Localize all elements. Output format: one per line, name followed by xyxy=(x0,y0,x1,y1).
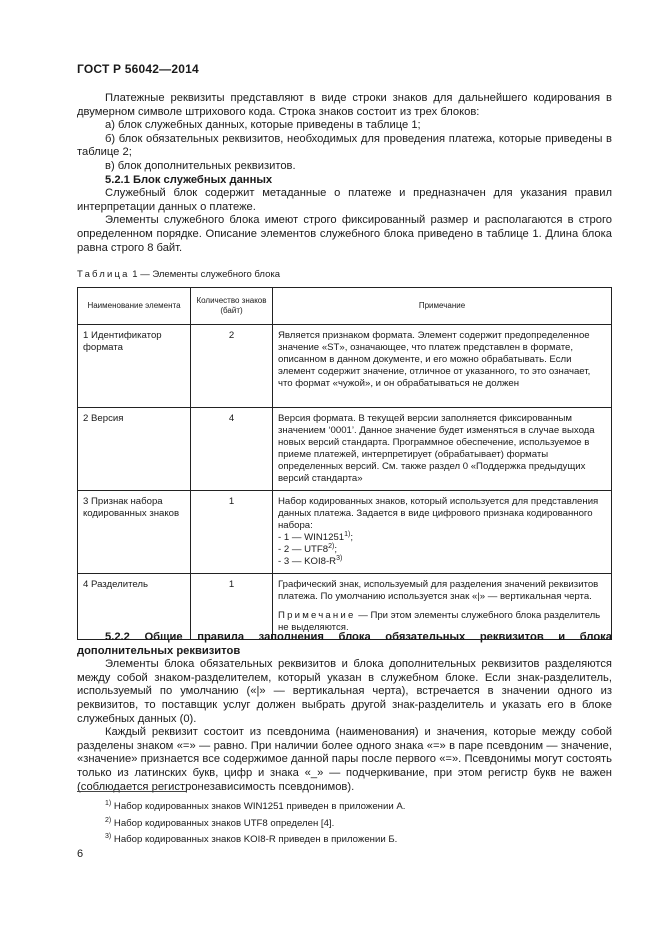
document-header: ГОСТ Р 56042—2014 xyxy=(77,62,199,76)
header-name: Наименование элемента xyxy=(78,288,191,325)
cell-note: Версия формата. В текущей версии заполняется фиксированным значением ‘0001’. Данное значение будет изменяться в случае выхода новых версий стандарта. Программное обеспечение, используемое в приеме платежей, интерпретирует (обрабатывает) форматы определенных версий. См. также раздел 0 «Поддержка предыдущих версий стандарта» xyxy=(273,408,612,491)
encoding-list-item: - 2 — UTF8$^{2)}$; xyxy=(278,543,338,555)
footnote: $^{3)}$ Набор кодированных знаков KOI8-R приведен в приложении Б. xyxy=(105,833,398,845)
encoding-list-item: - 3 — $KOI8-R^{3)}$ xyxy=(278,555,343,567)
cell-name: 4 Разделитель xyxy=(78,574,191,640)
section-522-paragraph-2: Каждый реквизит состоит из псевдонима (наименования) и значения, которые между собой разделены знаком «=» — равно. При наличии более одного знака «=» в паре псевдоним — значение, «значение» признается все содержимое данной пары после первого «=». Псевдонимы могут состоять только из латинских букв, цифр и знака «_» — подчеркивание, при этом регистр букв не важен (соблюдается регистронезависимость псевдонимов). xyxy=(77,726,612,793)
table-caption-rest: 1 — Элементы служебного блока xyxy=(132,269,281,280)
table-row xyxy=(78,574,612,640)
list-item-c: в) блок дополнительных реквизитов. xyxy=(105,159,296,172)
table-header-row xyxy=(78,288,612,325)
cell-count: 1 xyxy=(191,491,273,574)
page-number: 6 xyxy=(77,848,84,860)
table-row xyxy=(78,491,612,574)
cell-note xyxy=(273,491,612,574)
section-522-paragraph-1: Элементы блока обязательных реквизитов и блока дополнительных реквизитов разделяются между собой знаком-разделителем, который указан в служебном блоке. Если знак-разделитель, используемый по умолчанию («|» — вертикальная черта), встречается в значении одного из реквизитов, то поставщик услуг должен выбрать другой знак-разделитель и указать его в блоке служебных данных (0). xyxy=(77,658,612,725)
cell-note-text: Набор кодированных знаков, который используется для представления данных платежа. Задается в виде цифрового признака кодированного набора: xyxy=(278,496,599,531)
section-521-paragraph-2: Элементы служебного блока имеют строго фиксированный размер и располагаются в строго определенном порядке. Описание элементов служебного блока приведено в таблице 1. Длина блока равна строго 8 байт. xyxy=(77,214,612,254)
service-block-table xyxy=(77,287,612,640)
table-subnote: Примечание — При этом элементы служебного блока разделитель не выделяются. xyxy=(278,610,601,633)
cell-note: Является признаком формата. Элемент содержит предопределенное значение «ST», означающее, что платеж представлен в формате, описанном в данном документе, и его можно обрабатывать. Если элемент содержит значение, отличное от указанного, то это означает, что формат «чужой», и он обрабатываться не должен xyxy=(273,325,612,408)
footnote: $^{1)}$ Набор кодированных знаков WIN1251 приведен в приложении А. xyxy=(105,800,406,812)
list-item-b: б) блок обязательных реквизитов, необходимых для проведения платежа, которые приведены в таблице 2; xyxy=(77,132,612,159)
cell-name: 3 Признак набора кодированных знаков xyxy=(78,491,191,574)
section-521-title: 5.2.1 Блок служебных данных xyxy=(105,173,273,186)
table-row xyxy=(78,408,612,491)
footnote-divider xyxy=(77,791,187,792)
table-row xyxy=(78,325,612,408)
header-count: Количество знаков (байт) xyxy=(191,288,273,325)
cell-count: 1 xyxy=(191,574,273,640)
cell-name: 2 Версия xyxy=(78,408,191,491)
cell-note-text: Графический знак, используемый для разделения значений реквизитов платежа. По умолчанию используется знак «|» — вертикальная черта. xyxy=(278,579,599,602)
cell-count: 2 xyxy=(191,325,273,408)
footnotes xyxy=(105,799,605,849)
section-522-block xyxy=(77,631,612,794)
intro-block xyxy=(77,92,612,255)
cell-note xyxy=(273,574,612,640)
section-522-title: 5.2.2 Общие правила заполнения блока обязательных реквизитов и блока дополнительных реквизитов xyxy=(77,631,612,657)
cell-count: 4 xyxy=(191,408,273,491)
footnote: $^{2)}$ Набор кодированных знаков UTF8 определен [4]. xyxy=(105,816,335,829)
section-521-paragraph-1: Служебный блок содержит метаданные о платеже и предназначен для указания правил интерпретации данных о платеже. xyxy=(77,187,612,213)
cell-name: 1 Идентификатор формата xyxy=(78,325,191,408)
list-item-a: а) блок служебных данных, которые приведены в таблице 1; xyxy=(105,119,421,132)
intro-paragraph: Платежные реквизиты представляют в виде строки знаков для дальнейшего кодирования в двумерном символе штрихового кода. Строка знаков состоит из трех блоков: xyxy=(77,92,612,118)
table-caption xyxy=(77,269,280,280)
header-note: Примечание xyxy=(273,288,612,325)
table-caption-word: Таблица xyxy=(77,269,130,280)
encoding-list-item: - 1 — WIN1251$^{1)}$; xyxy=(278,531,354,543)
